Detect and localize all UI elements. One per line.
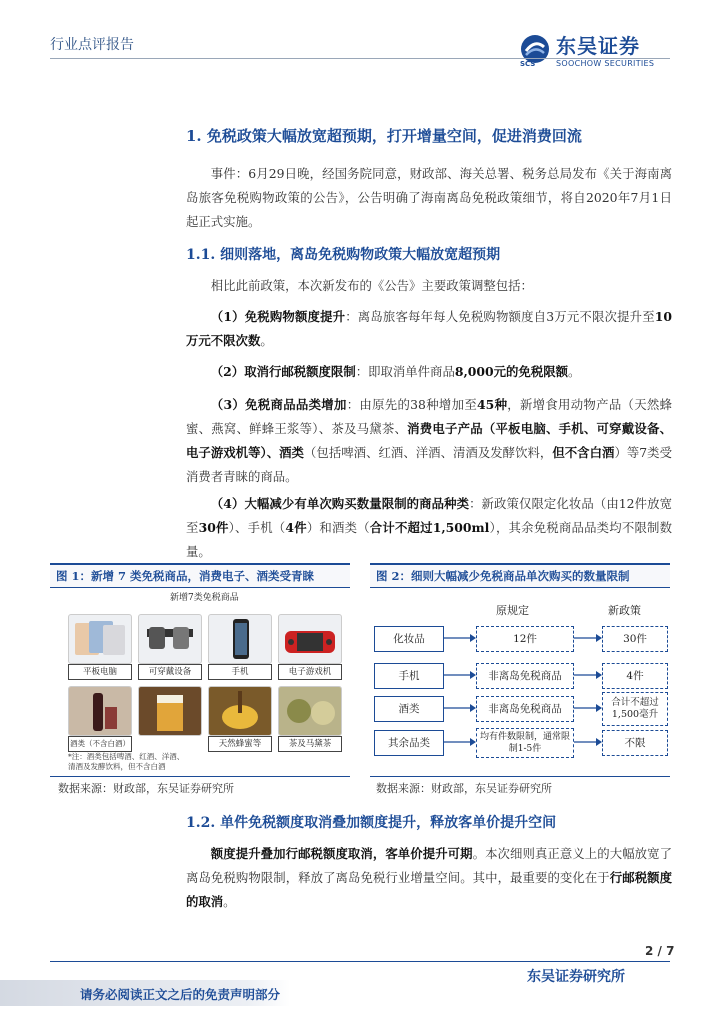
page-number: 2 / 7 bbox=[645, 944, 675, 958]
smartwatch-icon bbox=[139, 615, 201, 663]
old-rule-phone: 非离岛免税商品 bbox=[476, 663, 574, 689]
figure-2-source-rule bbox=[370, 776, 670, 777]
policy-item-4: （4）大幅减少有单次购买数量限制的商品种类：新政策仅限定化妆品（由12件放宽至30件）、手机（4件）和酒类（合计不超过1,500ml），其余免税商品品类均不限制数量。 bbox=[186, 496, 673, 559]
label-phone: 手机 bbox=[208, 664, 272, 680]
new-rule-liquor: 合计不超过1,500毫升 bbox=[602, 692, 668, 726]
tea-icon bbox=[279, 687, 341, 735]
footer-rule bbox=[50, 961, 670, 962]
phone-image bbox=[208, 614, 272, 664]
game-console-image bbox=[278, 614, 342, 664]
new-rule-cosmetics: 30件 bbox=[602, 626, 668, 652]
tablet-image bbox=[68, 614, 132, 664]
label-wearable: 可穿戴设备 bbox=[138, 664, 202, 680]
beer-image bbox=[138, 686, 202, 736]
tablet-icon bbox=[69, 615, 131, 663]
category-liquor: 酒类 bbox=[374, 696, 444, 722]
old-rule-liquor: 非离岛免税商品 bbox=[476, 696, 574, 722]
game-console-icon bbox=[279, 615, 341, 663]
header-rule bbox=[50, 58, 670, 59]
new-rule-phone: 4件 bbox=[602, 663, 668, 689]
old-rule-others: 均有件数限制，通常限制1-5件 bbox=[476, 728, 574, 758]
disclaimer-notice: 请务必阅读正文之后的免责声明部分 bbox=[80, 987, 281, 1002]
category-cosmetics: 化妆品 bbox=[374, 626, 444, 652]
category-others: 其余品类 bbox=[374, 730, 444, 756]
figure-1-note: *注：酒类包括啤酒、红酒、洋酒、 清酒及发酵饮料，但不含白酒 bbox=[68, 752, 185, 771]
figure-1-source-rule bbox=[50, 776, 350, 777]
section-1-2-paragraph: 额度提升叠加行邮税额度取消，客单价提升可期。本次细则真正意义上的大幅放宽了离岛免税购物限制，释放了离岛免税行业增量空间。其中，最重要的变化在于行邮税额度的取消。 bbox=[186, 846, 673, 909]
label-honey: 天然蜂蜜等 bbox=[208, 736, 272, 752]
company-logo bbox=[520, 30, 654, 68]
section-1-heading: 1. 免税政策大幅放宽超预期，打开增量空间，促进消费回流 bbox=[186, 127, 582, 145]
figure-1-inner-title: 新增7类免税商品 bbox=[170, 593, 239, 603]
figure-1-title-bar bbox=[50, 563, 350, 588]
figure-2-title-bar bbox=[370, 563, 670, 588]
label-liquor: 酒类（不含白酒） bbox=[68, 736, 132, 752]
label-tablet: 平板电脑 bbox=[68, 664, 132, 680]
logo-chinese: 东吴证券 bbox=[556, 34, 640, 58]
figure-2-source: 数据来源：财政部，东吴证券研究所 bbox=[376, 782, 552, 795]
col-header-old: 原规定 bbox=[496, 604, 529, 617]
figure-1-title: 图 1：新增 7 类免税商品，消费电子、酒类受青睐 bbox=[56, 569, 315, 583]
smartwatch-image bbox=[138, 614, 202, 664]
figure-1-image bbox=[50, 586, 350, 771]
wine-bottle-icon bbox=[69, 687, 131, 735]
policy-intro: 相比此前政策，本次新发布的《公告》主要政策调整包括： bbox=[210, 278, 533, 293]
honey-image bbox=[208, 686, 272, 736]
honey-icon bbox=[209, 687, 271, 735]
old-rule-cosmetics: 12件 bbox=[476, 626, 574, 652]
section-1-1-heading: 1.1. 细则落地，离岛免税购物政策大幅放宽超预期 bbox=[186, 247, 501, 263]
label-tea: 茶及马黛茶 bbox=[278, 736, 342, 752]
policy-item-1: （1）免税购物额度提升：离岛旅客每年每人免税购物额度自3万元不限次提升至10万元不限次数。 bbox=[186, 309, 673, 348]
figure-2-title: 图 2：细则大幅减少免税商品单次购买的数量限制 bbox=[376, 569, 630, 583]
category-phone: 手机 bbox=[374, 663, 444, 689]
policy-item-2: （2）取消行邮税额度限制：即取消单件商品8,000元的免税限额。 bbox=[210, 364, 581, 379]
section-1-2-heading: 1.2. 单件免税额度取消叠加额度提升，释放客单价提升空间 bbox=[186, 815, 557, 831]
new-rule-others: 不限 bbox=[602, 730, 668, 756]
tea-image bbox=[278, 686, 342, 736]
beer-icon bbox=[139, 687, 201, 735]
policy-item-3: （3）免税商品品类增加：由原先的38种增加至45种，新增食用动物产品（天然蜂蜜、燕窝、鲜蜂王浆等）、茶及马黛茶、消费电子产品（平板电脑、手机、可穿戴设备、电子游戏机等）、酒类（包括啤酒、红酒、洋酒、清酒及发酵饮料，但不含白酒）等7类受消费者青睐的商品。 bbox=[186, 397, 672, 484]
figure-2-diagram bbox=[370, 586, 670, 766]
figure-1-source: 数据来源：财政部，东吴证券研究所 bbox=[58, 782, 234, 795]
wine-image bbox=[68, 686, 132, 736]
footer-organization: 东吴证券研究所 bbox=[527, 969, 625, 985]
phone-icon bbox=[209, 615, 271, 663]
report-type-label: 行业点评报告 bbox=[50, 37, 134, 53]
label-game-console: 电子游戏机 bbox=[278, 664, 342, 680]
event-paragraph: 事件：6月29日晚，经国务院同意，财政部、海关总署、税务总局发布《关于海南离岛旅客免税购物政策的公告》，公告明确了海南离岛免税政策细节，将自2020年7月1日起正式实施。 bbox=[186, 166, 672, 229]
logo-abbr: SCS bbox=[520, 60, 536, 68]
logo-english: SOOCHOW SECURITIES bbox=[556, 59, 655, 68]
col-header-new: 新政策 bbox=[608, 604, 641, 617]
